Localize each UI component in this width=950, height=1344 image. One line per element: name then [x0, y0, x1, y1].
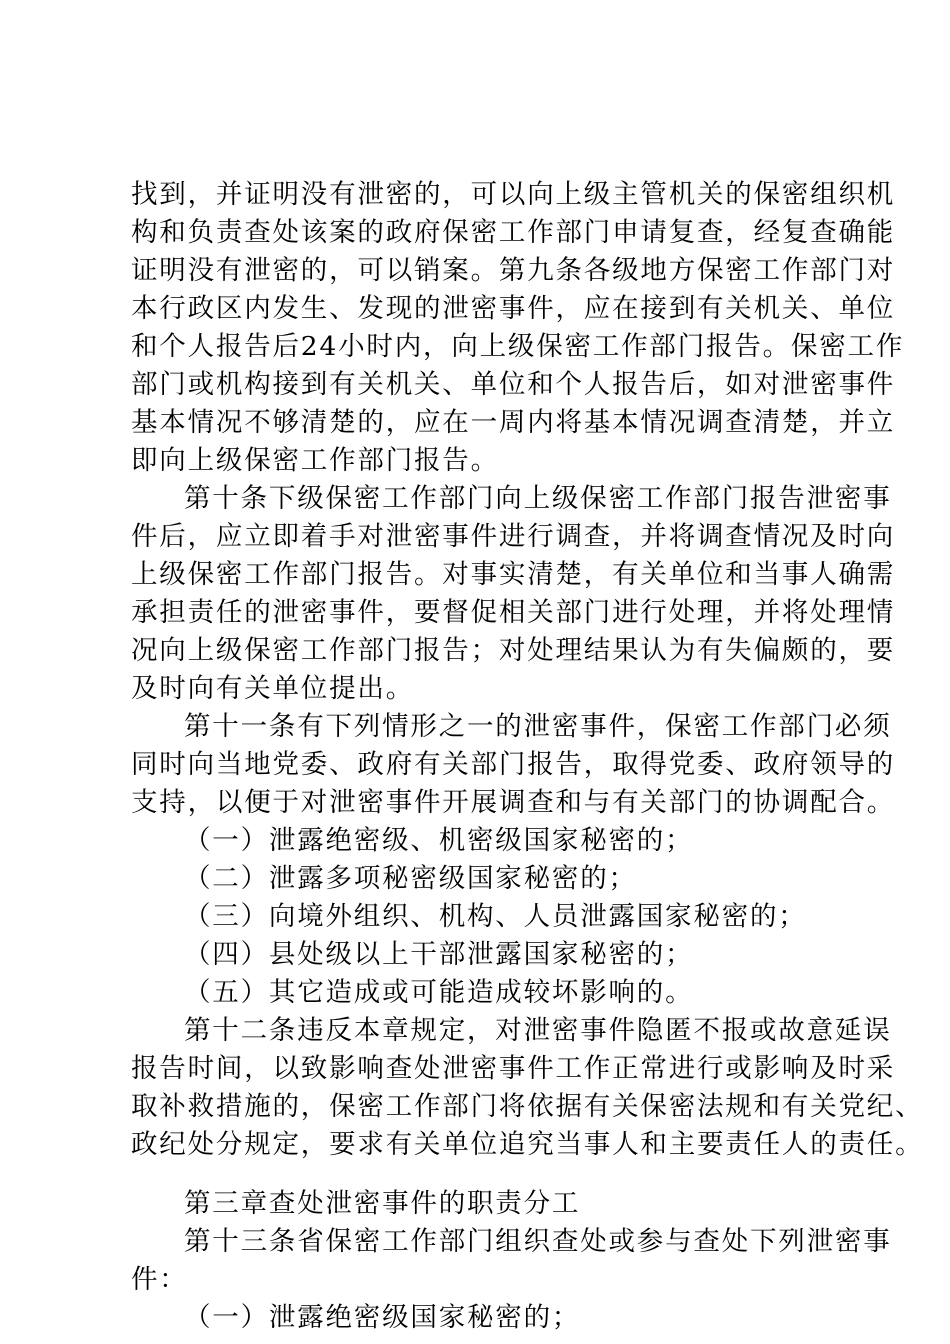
list-item: （五）其它造成或可能造成较坏影响的。: [184, 977, 694, 1008]
text-line: 同时向当地党委、政府有关部门报告，取得党委、政府领导的: [131, 749, 896, 780]
text-line: 件：: [131, 1264, 188, 1295]
text-line: 基本情况不够清楚的，应在一周内将基本情况调查清楚，并立: [131, 407, 896, 438]
text-line: 承担责任的泄密事件，要督促相关部门进行处理，并将处理情: [131, 597, 896, 628]
text-line: 找到，并证明没有泄密的，可以向上级主管机关的保密组织机: [131, 179, 896, 210]
text-line: 及时向有关单位提出。: [131, 673, 414, 704]
text-line: 和个人报告后24小时内，向上级保密工作部门报告。保密工作: [131, 331, 905, 362]
text-line: 件后，应立即着手对泄密事件进行调查，并将调查情况及时向: [131, 521, 896, 552]
text-line: 政纪处分规定，要求有关单位追究当事人和主要责任人的责任。: [131, 1129, 924, 1160]
text-line: 部门或机构接到有关机关、单位和个人报告后，如对泄密事件: [131, 369, 896, 400]
text-line: 第十二条违反本章规定，对泄密事件隐匿不报或故意延误: [184, 1015, 892, 1046]
text-line: 取补救措施的，保密工作部门将依据有关保密法规和有关党纪、: [131, 1091, 924, 1122]
text-line: 第十三条省保密工作部门组织查处或参与查处下列泄密事: [184, 1226, 892, 1257]
text-line: 证明没有泄密的，可以销案。第九条各级地方保密工作部门对: [131, 255, 896, 286]
list-item: （三）向境外组织、机构、人员泄露国家秘密的；: [184, 901, 807, 932]
text-line: 支持，以便于对泄密事件开展调查和与有关部门的协调配合。: [131, 787, 896, 818]
text-line: 本行政区内发生、发现的泄密事件，应在接到有关机关、单位: [131, 293, 896, 324]
list-item: （一）泄露绝密级、机密级国家秘密的；: [184, 825, 694, 856]
text-line: 上级保密工作部门报告。对事实清楚，有关单位和当事人确需: [131, 559, 896, 590]
text-line: 况向上级保密工作部门报告；对处理结果认为有失偏颇的，要: [131, 635, 896, 666]
text-line: 报告时间，以致影响查处泄密事件工作正常进行或影响及时采: [131, 1053, 896, 1084]
text-line: 构和负责查处该案的政府保密工作部门申请复查，经复查确能: [131, 217, 896, 248]
list-item: （一）泄露绝密级国家秘密的；: [184, 1302, 581, 1333]
list-item: （二）泄露多项秘密级国家秘密的；: [184, 863, 637, 894]
text-line: 即向上级保密工作部门报告。: [131, 445, 499, 476]
text-line: 第十条下级保密工作部门向上级保密工作部门报告泄密事: [184, 483, 892, 514]
text-line: 第十一条有下列情形之一的泄密事件，保密工作部门必须: [184, 711, 892, 742]
chapter-heading: 第三章查处泄密事件的职责分工: [184, 1188, 581, 1219]
list-item: （四）县处级以上干部泄露国家秘密的；: [184, 939, 694, 970]
